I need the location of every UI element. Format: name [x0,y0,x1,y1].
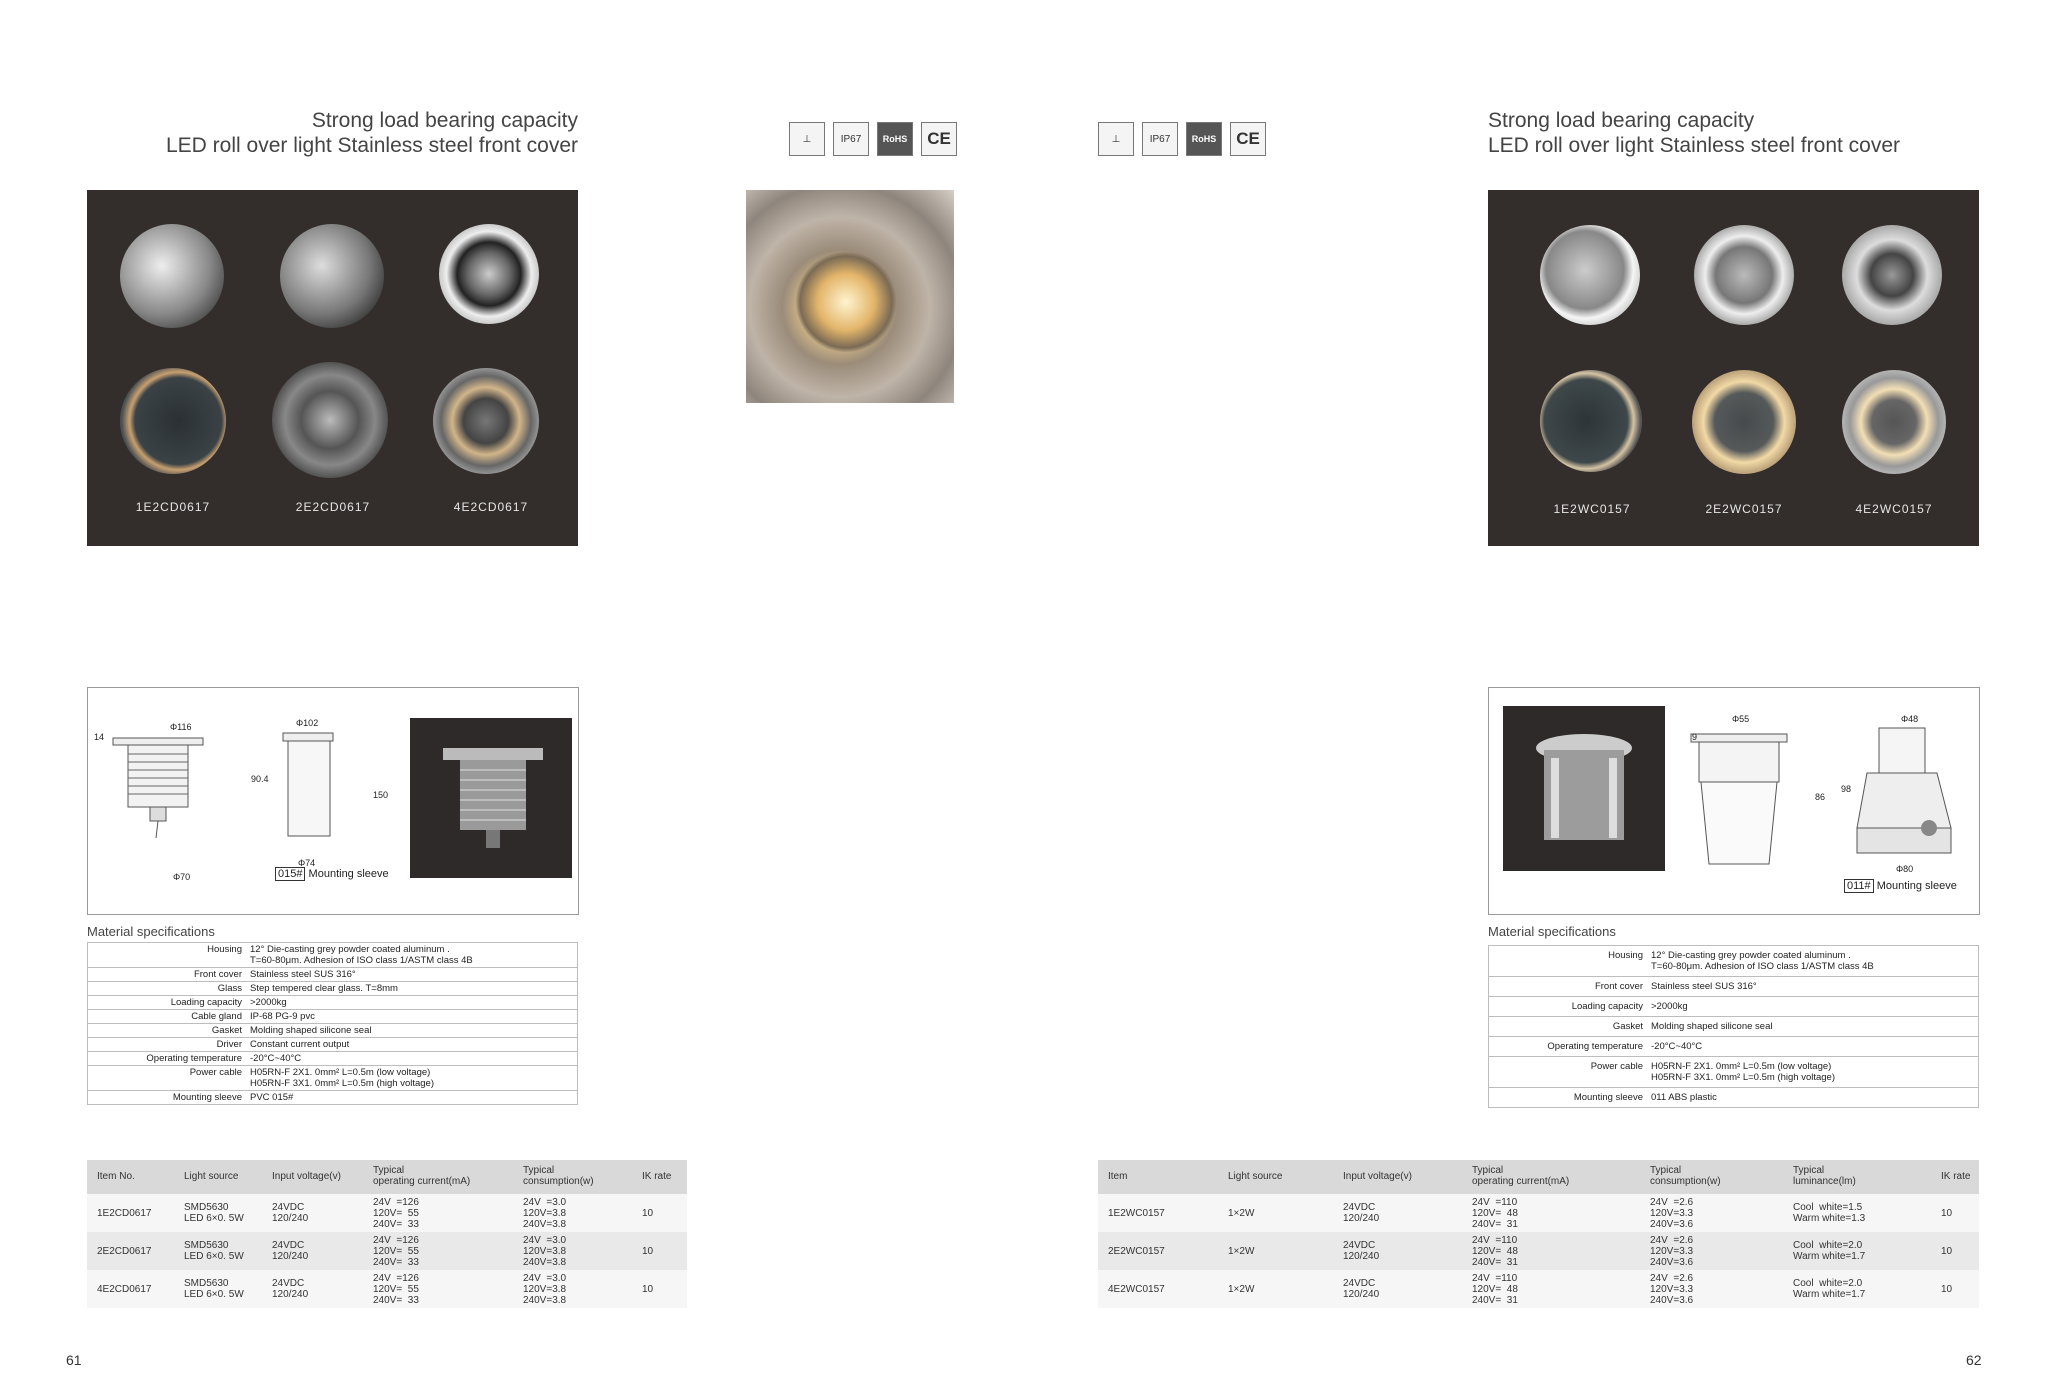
left-material-title: Material specifications [87,924,215,939]
material-value [1647,1017,1979,1037]
spec-cell: Cool white=2.0 Warm white=1.7 [1793,1278,1866,1300]
material-key: Power cable [88,1066,247,1091]
material-value-line: T=60-80μm. Adhesion of ISO class 1/ASTM class 4B [1651,961,1874,972]
right-material-table [1488,945,1979,1108]
spec-cell: SMD5630 LED 6×0. 5W [184,1240,244,1262]
left-technical-drawing [88,688,578,914]
dimension-label: Φ48 [1901,714,1919,724]
left-product-photo-panel [87,190,578,546]
left-title-line1: Strong load bearing capacity [311,109,578,132]
left-title [130,108,578,158]
material-key: Loading capacity [1489,997,1648,1017]
material-value-line: PVC 015# [250,1092,294,1103]
material-row [1489,997,1979,1017]
lamp-image [120,368,226,474]
material-row [88,1010,578,1024]
material-key: Mounting sleeve [88,1091,247,1105]
spec-cell: 24VDC 120/240 [1343,1202,1380,1224]
spec-cell: 2E2CD0617 [97,1245,152,1257]
material-value-line: -20°C~40°C [1651,1041,1703,1052]
spec-row [87,1270,687,1308]
dimension-label: 90.4 [251,774,269,784]
model-label: 2E2CD0617 [295,500,371,514]
mounting-sleeve-text: Mounting sleeve [308,868,389,880]
material-row [88,996,578,1010]
mounting-sleeve-code: 011# [1844,879,1874,893]
spec-cell: 24V =3.0 120V=3.8 240V=3.8 [523,1272,567,1306]
lamp-image [1842,370,1946,474]
spec-cell: 24V =3.0 120V=3.8 240V=3.8 [523,1196,567,1230]
material-row [1489,1057,1979,1088]
lamp-image [1540,225,1640,325]
material-row [88,968,578,982]
dimension-label: 9 [1692,732,1698,742]
spec-cell: 10 [1941,1283,1953,1295]
dimension-label: Φ70 [173,872,191,882]
spec-row [87,1194,687,1232]
spec-header-cell: Light source [184,1171,239,1182]
material-value-line: Molding shaped silicone seal [250,1025,372,1036]
spec-cell: 4E2CD0617 [97,1283,152,1295]
material-row [88,1091,578,1105]
spec-cell: 10 [642,1245,654,1257]
spec-cell: 2E2WC0157 [1108,1245,1165,1257]
material-value [246,943,578,968]
lamp-image [1694,225,1794,325]
dimension-label: 150 [373,790,389,800]
left-cert-icons [789,122,957,156]
spec-cell: 24V =110 120V= 48 240V= 31 [1472,1272,1518,1306]
model-label: 4E2WC0157 [1855,502,1933,516]
spec-cell: 24VDC 120/240 [272,1202,309,1224]
spec-cell: 24VDC 120/240 [1343,1240,1380,1262]
material-row [1489,1037,1979,1057]
material-key: Front cover [88,968,247,982]
page-number: 61 [66,1352,82,1368]
left-drawing-box [87,687,579,915]
spec-header-cell: Typical operating current(mA) [1472,1165,1570,1187]
material-row [1489,946,1979,977]
model-label: 4E2CD0617 [453,500,529,514]
ce-icon: CE [921,122,957,156]
material-key: Operating temperature [1489,1037,1648,1057]
model-label: 1E2CD0617 [135,500,211,514]
spec-cell: 1×2W [1228,1245,1255,1257]
material-value-line: Molding shaped silicone seal [1651,1021,1773,1032]
spec-header-cell: Input voltage(v) [272,1171,341,1182]
spec-cell: Cool white=1.5 Warm white=1.3 [1793,1202,1866,1224]
spec-cell: 24V =126 120V= 55 240V= 33 [373,1234,419,1268]
dimension-label: Φ55 [1732,714,1750,724]
spec-cell: 24VDC 120/240 [272,1240,309,1262]
material-key: Gasket [88,1024,247,1038]
spec-cell: 24V =2.6 120V=3.3 240V=3.6 [1650,1196,1694,1230]
mounting-sleeve-label [1844,880,1957,892]
material-key: Driver [88,1038,247,1052]
material-value [246,1066,578,1091]
application-photo [746,190,954,403]
rohs-icon: RoHS [1186,122,1222,156]
lamp-image [1692,370,1796,474]
material-row [88,1066,578,1091]
material-value-line: H05RN-F 3X1. 0mm² L=0.5m (high voltage) [250,1078,435,1089]
material-key: Operating temperature [88,1052,247,1066]
material-row [88,1024,578,1038]
right-cert-icons [1098,122,1266,156]
material-value [246,968,578,982]
material-value [246,1038,578,1052]
right-title-line2: LED roll over light Stainless steel front cover [1488,134,1901,157]
right-material-title: Material specifications [1488,924,1616,939]
material-value-line: Stainless steel SUS 316° [250,969,356,980]
right-drawing-box [1488,687,1980,915]
spec-header-cell: Item No. [97,1171,135,1182]
material-row [1489,1088,1979,1108]
recessed-light [796,252,896,352]
spec-header-row [87,1160,687,1194]
material-value-line: H05RN-F 2X1. 0mm² L=0.5m (low voltage) [250,1067,431,1078]
spec-cell: 1E2WC0157 [1108,1207,1165,1219]
material-value [246,1052,578,1066]
right-product-photo-panel [1488,190,1979,546]
material-key: Housing [1489,946,1648,977]
material-value [1647,997,1979,1017]
dimension-label: 86 [1815,792,1826,802]
material-value-line: 011 ABS plastic [1651,1092,1717,1103]
material-value-line: >2000kg [1651,1001,1688,1012]
material-key: Cable gland [88,1010,247,1024]
mounting-sleeve-text: Mounting sleeve [1876,880,1957,892]
material-value [1647,1037,1979,1057]
lamp-image [439,224,539,324]
material-key: Power cable [1489,1057,1648,1088]
spec-cell: 24V =126 120V= 55 240V= 33 [373,1272,419,1306]
model-label: 1E2WC0157 [1553,502,1631,516]
material-value-line: Step tempered clear glass. T=8mm [250,983,398,994]
material-value [1647,946,1979,977]
dimension-label: Φ116 [170,722,192,732]
ip67-icon: IP67 [1142,122,1178,156]
material-value-line: Constant current output [250,1039,350,1050]
spec-cell: 24VDC 120/240 [1343,1278,1380,1300]
spec-row [1098,1270,1979,1308]
material-value-line: H05RN-F 3X1. 0mm² L=0.5m (high voltage) [1651,1072,1836,1083]
material-row [1489,977,1979,997]
material-value-line: 12° Die-casting grey powder coated aluminum . [250,944,450,955]
material-value-line: IP-68 PG-9 pvc [250,1011,315,1022]
material-value-line: 12° Die-casting grey powder coated aluminum . [1651,950,1851,961]
lamp-image [280,224,384,328]
load-icon: ⊥ [1098,122,1134,156]
material-value [246,1024,578,1038]
left-spec-table [87,1160,687,1308]
spec-cell: 10 [642,1207,654,1219]
material-key: Front cover [1489,977,1648,997]
lamp-image [272,362,388,478]
spec-row [1098,1232,1979,1270]
material-key: Glass [88,982,247,996]
spec-cell: 10 [1941,1207,1953,1219]
material-row [88,982,578,996]
spec-cell: 24V =2.6 120V=3.3 240V=3.6 [1650,1272,1694,1306]
load-icon: ⊥ [789,122,825,156]
right-spec-table [1098,1160,1979,1308]
mounting-sleeve-code: 015# [275,867,305,881]
model-label: 2E2WC0157 [1705,502,1783,516]
spec-header-row [1098,1160,1979,1194]
spec-cell: 24VDC 120/240 [272,1278,309,1300]
spec-header-cell: Item [1108,1171,1128,1182]
right-title [1488,108,1968,158]
material-value [1647,1057,1979,1088]
right-title-line1: Strong load bearing capacity [1488,109,1755,132]
spec-header-cell: IK rate [642,1171,672,1182]
spec-cell: 24V =126 120V= 55 240V= 33 [373,1196,419,1230]
spec-cell: 10 [1941,1245,1953,1257]
spec-cell: 24V =3.0 120V=3.8 240V=3.8 [523,1234,567,1268]
spec-cell: Cool white=2.0 Warm white=1.7 [1793,1240,1866,1262]
mounting-sleeve-label [275,868,389,880]
spec-header-cell: Typical operating current(mA) [373,1165,471,1187]
spec-cell: 24V =2.6 120V=3.3 240V=3.6 [1650,1234,1694,1268]
spec-row [1098,1194,1979,1232]
dimension-label: Φ80 [1896,864,1914,874]
spec-header-cell: Typical luminance(lm) [1793,1165,1856,1187]
material-row [88,1052,578,1066]
lamp-image [120,224,224,328]
lamp-image [1540,370,1642,472]
spec-header-cell: IK rate [1941,1171,1971,1182]
material-value [1647,1088,1979,1108]
material-value-line: T=60-80μm. Adhesion of ISO class 1/ASTM class 4B [250,955,473,966]
spec-header-cell: Input voltage(v) [1343,1171,1412,1182]
material-value [246,1091,578,1105]
material-row [88,943,578,968]
material-key: Housing [88,943,247,968]
spec-cell: 10 [642,1283,654,1295]
left-title-line2: LED roll over light Stainless steel front cover [165,134,578,157]
lamp-image [1842,225,1942,325]
spec-cell: 1×2W [1228,1207,1255,1219]
spec-row [87,1232,687,1270]
material-row [88,1038,578,1052]
spec-cell: 24V =110 120V= 48 240V= 31 [1472,1234,1518,1268]
material-row [1489,1017,1979,1037]
dimension-label: Φ102 [296,718,319,728]
spec-cell: 4E2WC0157 [1108,1283,1165,1295]
material-value-line: >2000kg [250,997,287,1008]
material-value [246,1010,578,1024]
spec-cell: 1×2W [1228,1283,1255,1295]
spec-header-cell: Typical consumption(w) [1650,1165,1721,1187]
material-value [246,996,578,1010]
spec-header-cell: Typical consumption(w) [523,1165,594,1187]
dimension-label: Φ74 [298,858,316,868]
spec-cell: 24V =110 120V= 48 240V= 31 [1472,1196,1518,1230]
rohs-icon: RoHS [877,122,913,156]
dimension-label: 98 [1841,784,1852,794]
material-value-line: -20°C~40°C [250,1053,302,1064]
page-number: 62 [1966,1352,1982,1368]
spec-cell: SMD5630 LED 6×0. 5W [184,1278,244,1300]
ip67-icon: IP67 [833,122,869,156]
material-key: Gasket [1489,1017,1648,1037]
spec-cell: SMD5630 LED 6×0. 5W [184,1202,244,1224]
material-value [1647,977,1979,997]
dimension-label: 14 [94,732,105,742]
spec-cell: 1E2CD0617 [97,1207,152,1219]
ce-icon: CE [1230,122,1266,156]
material-value-line: H05RN-F 2X1. 0mm² L=0.5m (low voltage) [1651,1061,1832,1072]
material-value-line: Stainless steel SUS 316° [1651,981,1757,992]
left-material-table [87,942,578,1105]
material-key: Mounting sleeve [1489,1088,1648,1108]
spec-header-cell: Light source [1228,1171,1283,1182]
material-key: Loading capacity [88,996,247,1010]
lamp-image [433,368,539,474]
material-value [246,982,578,996]
